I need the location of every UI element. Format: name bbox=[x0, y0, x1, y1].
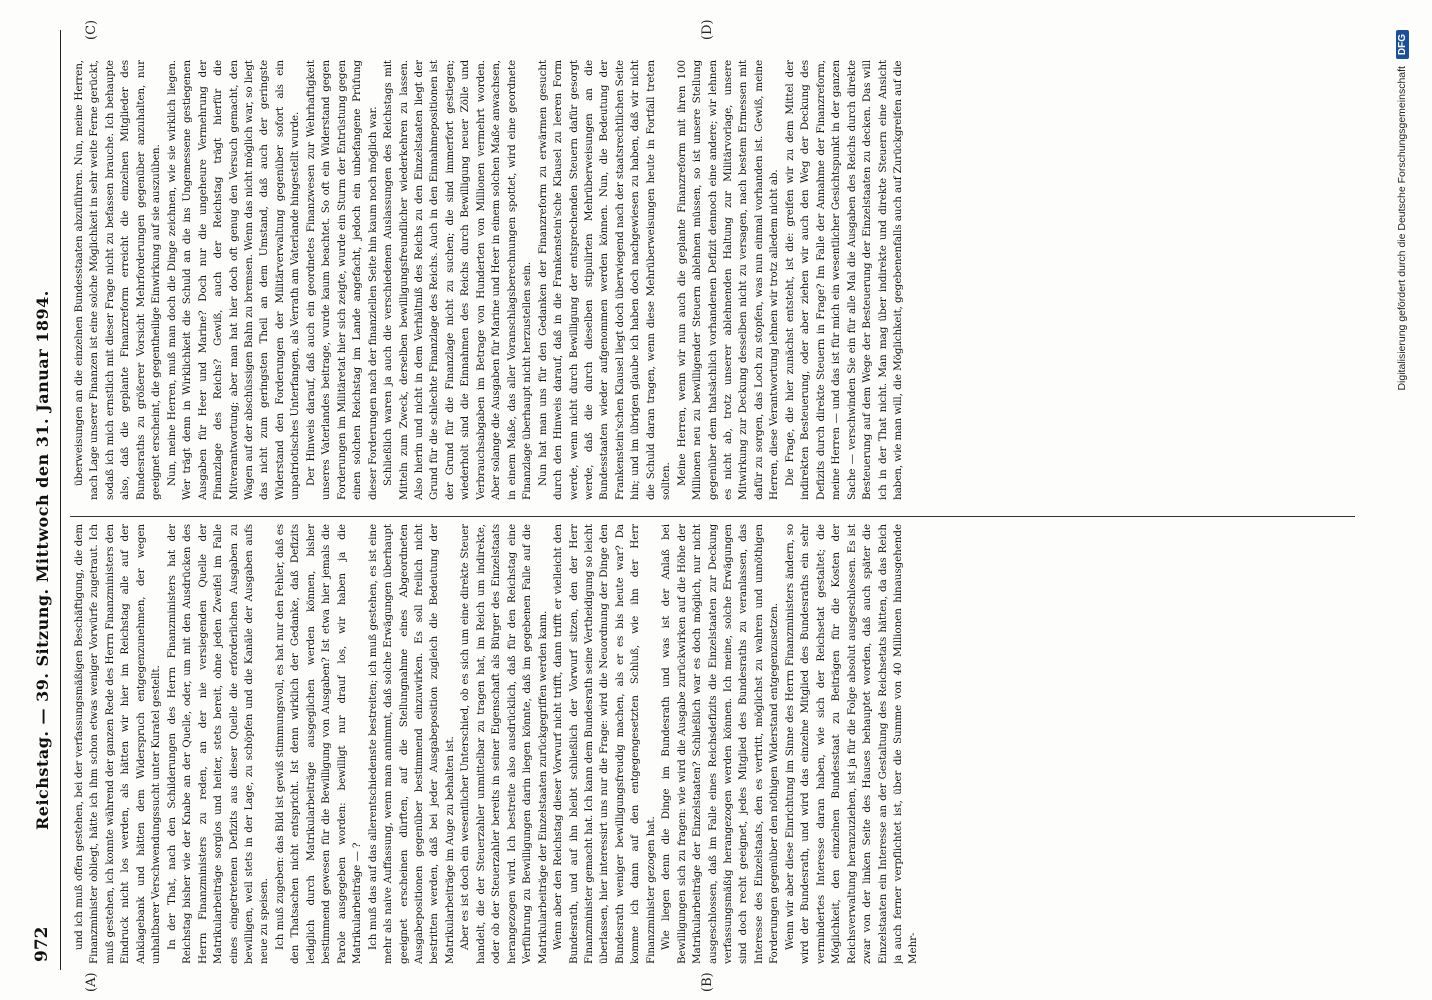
digitization-credit bbox=[1396, 0, 1426, 1000]
paragraph: Schließlich waren ja auch die verschiedenen Auslassungen des Reichstags mit Mitteln zum Zweck, derselben bewilligungsfreundlicher wiederkehren zu lassen. Also hierin und nicht in dem Verhältniß des Reichs zu den Einzelstaaten liegt der Grund für die schlechte Finanzlage des Reichs. Auch in den Einnahmepositionen ist der Grund für die Finanzlage nicht zu suchen; die sind immerfort gestiegen; wiederholt sind die Einnahmen des Reichs durch Bewilligung neuer Zölle und Verbrauchsabgaben im Betrage von Hunderten von Millionen vermehrt worden. Aber solange die Ausgaben für Marine und Heer in einem solchen Maße anwachsen, in einem Maße, das aller Voranschlagsberechnungen spottet, wird eine geordnete Finanzlage überhaupt nicht herzustellen sein. bbox=[382, 60, 534, 500]
paragraph: Wenn aber den Reichstag dieser Vorwurf nicht trifft, dann trifft er vielleicht den Bundesrath, und auf ihn bleibt schließlich der Vorwurf sitzen, den der Herr Finanzminister gemacht hat. Ich kann dem Bundesrath seine Vertheidigung so leicht überlassen, hier interessirt uns nur die Frage: wird die Neuordnung der Dinge den Bundesrath weniger bewilligungsfreudig machen, als er es bis heute war? Da komme ich dann auf den entgegengesetzten Schluß, wie ihn der Herr Finanzminister gezogen hat. bbox=[552, 524, 657, 964]
paragraph: und ich muß offen gestehen, bei der verfassungsmäßigen Beschäftigung, die dem Finanzminister obliegt, hätte ich ihm schon etwas weniger Vorwürfe zugetraut. Ich muß gestehen, ich konnte während der ganzen Rede des Herrn Finanzministers den Eindruck nicht los werden, als hätten wir hier im Reichstag alle auf der Anklagebank und hätten dem Widerspruch entgegenzunehmen, der wegen unhaltbarer Verschwendungssucht unter Kuratel gestellt. bbox=[73, 524, 163, 964]
paragraph: Wie liegen denn die Dinge im Bundesrath und was ist der Anlaß bei Bewilligungen sich zu fragen: wie wird die Ausgabe zurückwirken auf die Höhe der Matrikularbeiträge der Einzelstaaten? Schließlich war es doch möglich, nur nicht ausgeschlossen, daß im Falle eines Reichsdefizits die Einzelstaaten zur Deckung verfassungsmäßig herangezogen werden können. Ich meine, solche Erwägungen sind doch recht geeignet, jedes Mitglied des Bundesraths zu veranlassen, das Interesse des Einzelstaats, den es vertritt, möglichst zu wahren und unnöthigen Forderungen gegenüber den nöthigen Widerstand entgegenzusetzen. bbox=[660, 524, 781, 964]
paragraph: Aber es ist doch ein wesentlicher Unterschied, ob es sich um eine direkte Steuer handelt, die der Steuerzahler unmittelbar zu tragen hat, im Reich um indirekte, oder ob der Steuerzahler bereits in seiner Eigenschaft als Bürger des Einzelstaats herangezogen wird. Ich bestreite also ausdrücklich, daß für den Reichstag eine Verführung zu Bewilligungen darin liegen könnte, daß im gegebenen Falle auf die Matrikularbeiträge der Einzelstaaten zurückgegriffen werden kann. bbox=[459, 524, 549, 964]
paragraph: Nun, meine Herren, muß man doch die Dinge zeichnen, wie sie wirklich liegen. Wer trägt denn in Wirklichkeit die Schuld an die ins Ungemessene gestiegenen Ausgaben für Heer und Marine? Doch nur die ungeheure Vermehrung der Finanzlage des Reichs? Gewiß, auch der Reichstag trägt hierfür die Mitverantwortung; aber man hat hier doch oft genug den Versuch gemacht, den Wagen auf der abschüssigen Bahn zu bremsen. Wenn das nicht möglich war, so liegt das nicht zum geringsten Theil an dem Umstand, daß auch der geringste Widerstand den Forderungen der Militärverwaltung gegenüber sofort als ein unpatriotisches Unterfangen, als Verrath am Vaterlande hingestellt wurde. bbox=[165, 60, 302, 500]
left-column bbox=[72, 524, 1352, 964]
paragraph: Ich muß zugeben: das Bild ist gewiß stimmungsvoll, es hat nur den Fehler, daß es den Thatsachen nicht entspricht. Ist denn wirklich der Gedanke, daß Defizits lediglich durch Matrikularbeiträge ausgeglichen werden können, bisher bestimmend gewesen für die Bewilligung von Ausgaben? Ist etwa hier jemals die Parole ausgegeben worden: bewilligt nur drauf los, wir haben ja die Matrikularbeiträge — ? bbox=[273, 524, 364, 964]
paragraph: Wenn wir aber diese Einrichtung im Sinne des Herrn Finanzministers ändern, so wird der Bundesrath, und wird das einzelne Mitglied des Bundesraths ein sehr vermindertes Interesse daran haben, wie sich der Reichsetat gestaltet; die Möglichkeit, den einzelnen Bundesstaat zu Beiträgen für die Kosten der Reichsverwaltung heranzuziehen, ist ja für die Folge absolut ausgeschlossen. Es ist zwar von der linken Seite des Hauses behauptet worden, daß auch später die Einzelstaaten ein Interesse an der Gestaltung des Reichsetats hätten, da das Reich ja auch ferner verpflichtet ist, über die Summe von 40 Millionen hinausgehende Mehr- bbox=[783, 524, 920, 964]
margin-marker-b: (B) bbox=[700, 972, 715, 992]
column-divider bbox=[70, 516, 1355, 517]
credit-text: Digitalisierung gefördert durch die Deutsche Forschungsgemeinschaft bbox=[1396, 66, 1408, 391]
margin-marker-c: (C) bbox=[84, 19, 99, 40]
dfg-logo: DFG bbox=[1396, 30, 1409, 59]
paragraph: Die Frage, die hier zunächst entsteht, ist die: greifen wir zu dem Mittel der indirekten Besteuerung, oder aber ziehen wir auch den Weg der Deckung des Defizits durch direkte Steuern in Frage? Im Falle der Annahme der Finanzreform, meine Herren — und das ist für mich ein wesentlicher Gesichtspunkt in der ganzen Sache — verschwinden Sie ein für alle Mal die Ausgaben des Reichs durch direkte Besteuerung auf dem Wege der Besteuerung der Einzelstaaten zu decken. Das will ich in der That nicht. Man mag über indirekte und direkte Steuern eine Ansicht haben, wie man will, die Möglichkeit, gegebenenfalls auch auf Zurückgreifen auf die bbox=[783, 60, 905, 500]
paragraph: Der Hinweis darauf, daß auch ein geordnetes Finanzwesen zur Wehrhaftigkeit unseres Vaterlandes beitrage, wurde kaum beachtet. So oft ein Widerstand gegen Forderungen im Militäretat hier sich zeigte, wurde ein Sturm der Entrüstung gegen einen solchen Reichstag im Lande angefacht, jedoch ein unbefangene Prüfung dieser Forderungen nach der finanziellen Seite hin kaum noch möglich war. bbox=[304, 60, 379, 500]
paragraph: Meine Herren, wenn wir nun auch die geplante Finanzreform mit ihren 100 Millionen neu zu bewilligender Steuern ablehnen müssen, so ist unsere Stellung gegenüber dem thatsächlich vorhandenen Defizit dennoch eine andere; wir lehnen es nicht ab, trotz unserer ablehnenden Haltung zur Militärvorlage, unsere Mitwirkung zur Deckung desselben nicht zu versagen, nach bestem Ermessen mit dafür zu sorgen, das Loch zu stopfen, was nun einmal vorhanden ist. Gewiß, meine Herren, diese Verantwortung lehnen wir trotz alledem nicht ab. bbox=[675, 60, 781, 500]
right-column bbox=[72, 60, 1352, 500]
paragraph: überweisungen an die einzelnen Bundesstaaten abzuführen. Nun, meine Herren, nach Lage unserer Finanzen ist eine solche Möglichkeit in sehr weite Ferne gerückt, sodaß ich mich ernstlich mit dieser Frage nicht zu befassen brauche. Ich behaupte also, daß die geplante Finanzreform erreicht die einzelnen Mitglieder des Bundesraths zu größerer Vorsicht Mehrforderungen gegenüber anzuhalten, nur geeignet erscheint, die gegentheilige Einwirkung auf sie auszuüben. bbox=[73, 60, 163, 500]
paragraph: Ich muß das auf das allerentschiedenste bestreiten; ich muß gestehen, es ist eine mehr als naive Auffassung, wenn man annimmt, daß solche Erwägungen überhaupt geeignet erscheinen dürften, auf die Stellungnahme eines Abgeordneten Ausgabepositionen gegenüber bestimmend einzuwirken. Es soll freilich nicht bestritten werden, daß bei jeder Ausgabeposition zugleich die Bedeutung der Matrikularbeiträge im Auge zu behalten ist. bbox=[366, 524, 456, 964]
page-number: 972 bbox=[32, 926, 52, 962]
margin-marker-a: (A) bbox=[84, 972, 99, 992]
paragraph: In der That, nach den Schilderungen des Herrn Finanzministers hat der Reichstag bisher wie der Knabe an der Quelle, oder, um mit den Ausdrücken des Herrn Finanzministers zu reden, an der nie versiegenden Quelle der Matrikularbeiträge sorglos und heiter, stets bereit, ohne jeden Zweifel im Falle eines eingetretenen Defizits aus dieser Quelle die erforderlichen Ausgaben zu bewilligen, weil stets in der Lage, zu schöpfen und die Kanäle der Ausgaben aufs neue zu speisen. bbox=[165, 524, 271, 964]
header-title: Reichstag. — 39. Sitzung. Mittwoch den 31. Januar 1894. bbox=[33, 290, 52, 830]
margin-marker-d: (D) bbox=[700, 19, 715, 40]
paragraph: Nun hat man uns für den Gedanken der Finanzreform zu erwärmen gesucht durch den Hinweis darauf, daß in die Frankenstein'sche Klausel zu leeren Form werde, wenn nicht durch Bewilligung der entsprechenden Steuern dafür gesorgt werde, daß die durch dieselben stipulirten Mehrüberweisungen an die Bundesstaaten wieder aufgenommen werden können. Nun, die Bedeutung der Frankenstein'schen Klausel liegt doch überwiegend nach der staatsrechtlichen Seite hin; und im übrigen glaube ich haben doch nachgewiesen zu haben, daß wir nicht die Schuld daran tragen, wenn diese Mehrüberweisungen heute in Fortfall treten sollten. bbox=[536, 60, 673, 500]
running-header bbox=[28, 30, 61, 970]
